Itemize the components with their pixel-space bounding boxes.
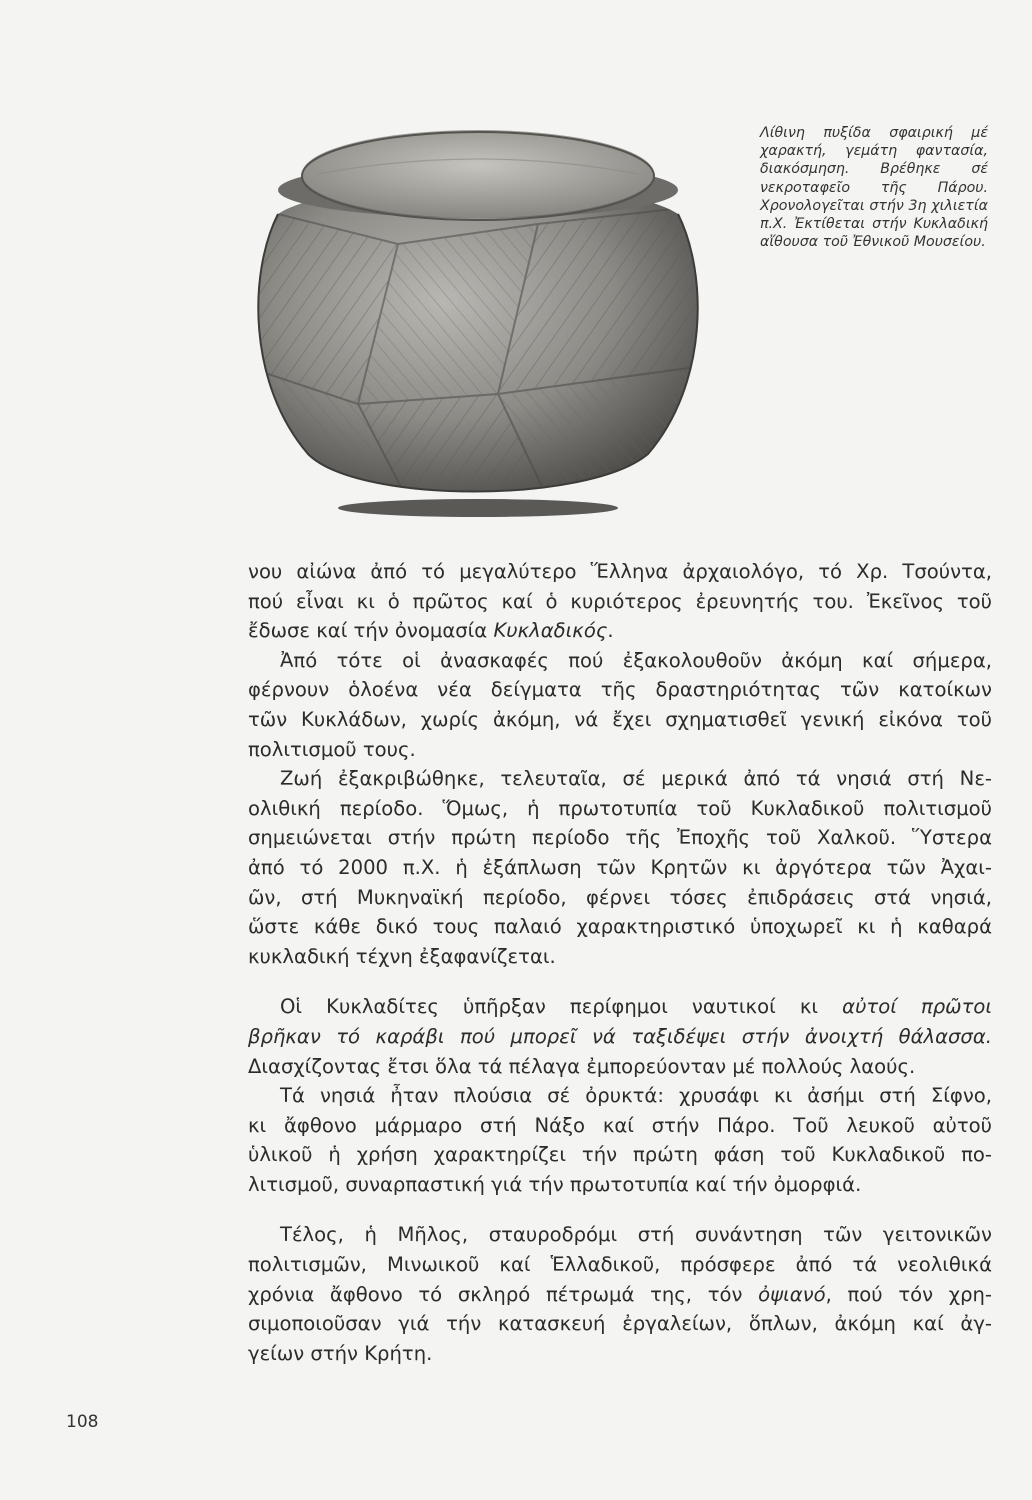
text-line: ῶν, στή Μυκηναϊκή περίοδο, φέρνει τόσες ἐπιδράσεις στά νησιά, bbox=[248, 885, 992, 909]
text-line bbox=[248, 1022, 992, 1052]
term-opsiano: ὀψιανό bbox=[758, 1282, 826, 1306]
text-line: κι ἄφθονο μάρμαρο στή Νάξο καί στήν Πάρο. Τοῦ λευκοῦ αὐτοῦ bbox=[248, 1113, 992, 1137]
body-text bbox=[248, 557, 992, 1368]
text-line: πολιτισμοῦ τους. bbox=[248, 737, 416, 761]
paragraph-3 bbox=[248, 764, 992, 971]
text-line: ὥστε κάθε δικό τους παλαιό χαρακτηριστικό ὑποχωρεῖ κι ἡ καθαρά bbox=[248, 915, 992, 939]
paragraph-4 bbox=[248, 992, 992, 1081]
paragraph-gap bbox=[248, 971, 992, 992]
text-line: Ζωή ἐξακριβώθηκε, τελευταῖα, σέ μερικά ἀπό τά νησιά στή Νε- bbox=[280, 767, 992, 791]
paragraph-6 bbox=[248, 1220, 992, 1368]
text-line bbox=[248, 1280, 992, 1310]
text-line: Ἀπό τότε οἱ ἀνασκαφές πού ἐξακολουθοῦν ἀκόμη καί σήμερα, bbox=[280, 648, 992, 672]
text-line: τῶν Κυκλάδων, χωρίς ἀκόμη, νά ἔχει σχηματισθεῖ γενική εἰκόνα τοῦ bbox=[248, 707, 992, 731]
text-line: πού εἶναι κι ὁ πρῶτος καί ὁ κυριότερος ἐρευνητής του. Ἐκεῖνος τοῦ bbox=[248, 589, 992, 613]
text-line bbox=[248, 992, 992, 1022]
text-line: Διασχίζοντας ἔτσι ὅλα τά πέλαγα ἐμπορεύονταν μέ πολλούς λαούς. bbox=[248, 1054, 916, 1078]
text-line: νου αἰώνα ἀπό τό μεγαλύτερο Ἕλληνα ἀρχαιολόγο, τό Χρ. Τσούντα, bbox=[248, 560, 992, 583]
text-line: ἀπό τό 2000 π.Χ. ἡ ἐξάπλωση τῶν Κρητῶν κι ἀργότερα τῶν Ἀχαι- bbox=[248, 855, 992, 879]
text-line: Τέλος, ἡ Μῆλος, σταυροδρόμι στή συνάντηση τῶν γειτονικῶν bbox=[280, 1223, 992, 1247]
term-kykladikos: Κυκλαδικός bbox=[493, 619, 608, 643]
text-run: . bbox=[607, 619, 614, 643]
stone-pyxis-photo bbox=[238, 104, 718, 520]
text-line: σιμοποιοῦσαν γιά τήν κατασκευή ἐργαλείων, ὅπλων, ἀκόμη καί ἀγ- bbox=[248, 1312, 992, 1336]
text-line: γείων στήν Κρήτη. bbox=[248, 1341, 433, 1365]
text-line: κυκλαδική τέχνη ἐξαφανίζεται. bbox=[248, 944, 556, 968]
caption-text: Λίθινη πυξίδα σφαιρική μέ χαρακτή, γεμάτη φαντασία, διακόσμηση. Βρέθηκε σέ νεκροταφεῖο τῆς Πάρου. Χρονολογεῖται στήν 3η χιλιετία π.Χ. Ἐκτίθεται στήν Κυκλαδική αἴθουσα τοῦ Ἐθνικοῦ Μουσείου. bbox=[760, 125, 988, 251]
text-run: , πού τόν χρη- bbox=[825, 1282, 993, 1306]
text-line: ὑλικοῦ ἡ χρήση χαρακτηρίζει τήν πρώτη φάση τοῦ Κυκλαδικοῦ πο- bbox=[248, 1143, 992, 1167]
text-line: Τά νησιά ἦταν πλούσια σέ ὀρυκτά: χρυσάφι κι ἀσήμι στή Σίφνο, bbox=[280, 1084, 992, 1108]
figure-caption bbox=[760, 124, 988, 251]
paragraph-1 bbox=[248, 557, 992, 646]
text-run: χρόνια ἄφθονο τό σκληρό πέτρωμά της, τόν bbox=[248, 1282, 759, 1306]
text-line bbox=[248, 616, 992, 646]
text-line: φέρνουν ὁλοένα νέα δείγματα τῆς δραστηριότητας τῶν κατοίκων bbox=[248, 678, 992, 702]
italic-run: αὐτοί πρῶτοι bbox=[842, 995, 992, 1019]
text-line: λιτισμοῦ, συναρπαστική γιά τήν πρωτοτυπία καί τήν ὀμορφιά. bbox=[248, 1172, 862, 1196]
text-run: ἔδωσε καί τήν ὀνομασία bbox=[248, 619, 494, 643]
paragraph-2 bbox=[248, 646, 992, 764]
text-line: ολιθική περίοδο. Ὅμως, ἡ πρωτοτυπία τοῦ Κυκλαδικοῦ πολιτισμοῦ bbox=[248, 796, 992, 820]
paragraph-5 bbox=[248, 1081, 992, 1199]
text-line: πολιτισμῶν, Μινωικοῦ καί Ἑλλαδικοῦ, πρόσφερε ἀπό τά νεολιθικά bbox=[248, 1253, 992, 1277]
paragraph-gap bbox=[248, 1199, 992, 1220]
page-number: 108 bbox=[66, 1412, 99, 1432]
text-run: Οἱ Κυκλαδίτες ὑπῆρξαν περίφημοι ναυτικοί κι bbox=[280, 995, 843, 1019]
text-line: σημειώνεται στήν πρώτη περίοδο τῆς Ἐποχῆς τοῦ Χαλκοῦ. Ὕστερα bbox=[248, 826, 992, 850]
italic-run: βρῆκαν τό καράβι πού μπορεῖ νά ταξιδέψει στήν ἀνοιχτή θάλασσα. bbox=[248, 1024, 992, 1048]
